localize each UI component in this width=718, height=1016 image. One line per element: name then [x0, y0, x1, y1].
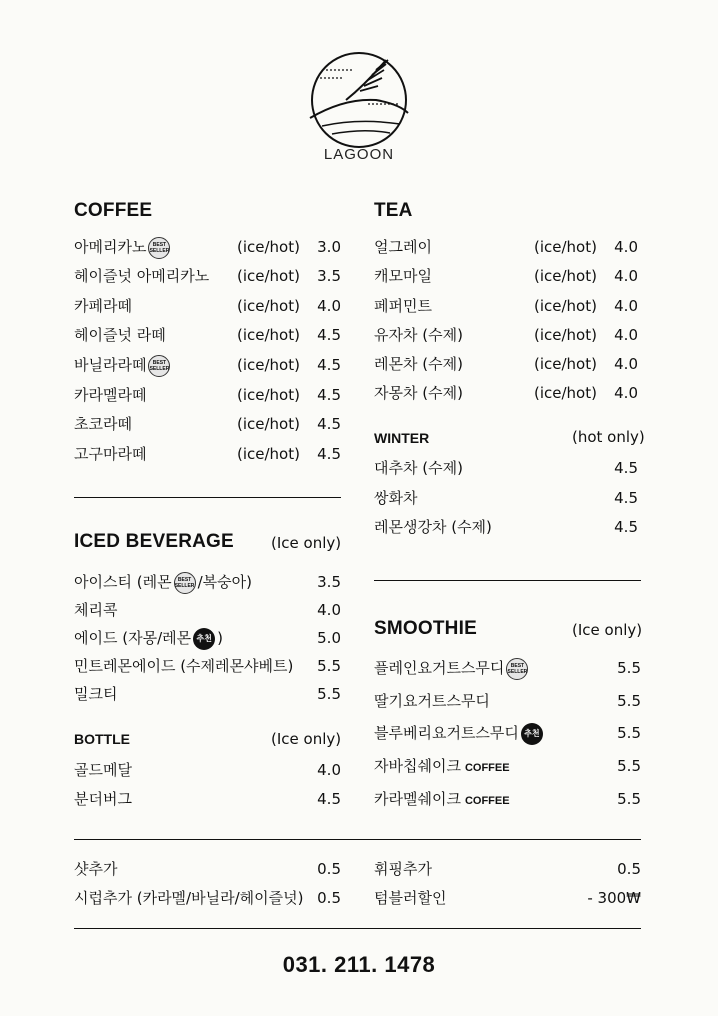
- extra-item: [374, 886, 641, 910]
- coffee-tag: COFFEE: [464, 762, 510, 774]
- item-price: 4.0: [614, 267, 638, 285]
- item-price: 5.5: [617, 790, 641, 808]
- item-name: 초코라떼: [74, 415, 132, 433]
- item-option: (ice/hot): [534, 326, 597, 344]
- divider: [74, 497, 341, 498]
- item-name: 카라멜라떼: [74, 386, 147, 404]
- item-name: 캐모마일: [374, 267, 432, 285]
- menu-item: [74, 383, 341, 407]
- item-price: - 300₩: [587, 889, 641, 907]
- item-price: 4.0: [614, 238, 638, 256]
- iced-beverage-note: (Ice only): [271, 534, 342, 552]
- divider: [74, 839, 641, 840]
- item-name: 딸기요거트스무디: [374, 692, 490, 710]
- item-price: 5.5: [617, 659, 641, 677]
- item-price: 5.0: [317, 629, 341, 647]
- menu-item: [374, 721, 641, 745]
- item-name: 분더버그: [74, 790, 132, 808]
- coffee-title: COFFEE: [74, 200, 153, 221]
- extra-item: [74, 886, 341, 910]
- item-name-suffix: /복숭아): [197, 573, 252, 591]
- item-option: (ice/hot): [237, 238, 300, 256]
- item-price: 4.5: [317, 356, 341, 374]
- badge-text: SELLER: [149, 247, 170, 254]
- bottle-note: (Ice only): [271, 730, 342, 748]
- menu-item: [74, 598, 341, 622]
- item-price: 3.0: [317, 238, 341, 256]
- menu-item: [374, 486, 638, 510]
- bottle-title: BOTTLE: [74, 731, 130, 747]
- brand-name: LAGOON: [323, 146, 395, 163]
- item-price: 5.5: [617, 692, 641, 710]
- menu-item: [74, 682, 341, 706]
- menu-item: [374, 689, 641, 713]
- item-name: 시럽추가 (카라멜/바닐라/헤이즐넛): [74, 889, 304, 907]
- item-name: 텀블러할인: [374, 889, 447, 907]
- item-name: 아메리카노: [74, 238, 147, 256]
- extra-item: [374, 857, 641, 881]
- item-option: (ice/hot): [237, 415, 300, 433]
- divider: [74, 928, 641, 929]
- item-price: 3.5: [317, 267, 341, 285]
- item-name: 민트레몬에이드 (수제레몬샤베트): [74, 657, 294, 675]
- lagoon-emblem-icon: [304, 48, 414, 148]
- item-option: (ice/hot): [534, 238, 597, 256]
- item-name: 유자차 (수제): [374, 326, 463, 344]
- item-name: 얼그레이: [374, 238, 432, 256]
- menu-item: [374, 381, 638, 405]
- extra-item: [74, 857, 341, 881]
- badge-text: BEST: [177, 576, 192, 583]
- menu-item: [374, 656, 641, 680]
- item-option: (ice/hot): [237, 297, 300, 315]
- item-option: (ice/hot): [237, 356, 300, 374]
- item-name: 바닐라라떼: [74, 356, 147, 374]
- item-price: 4.0: [317, 297, 341, 315]
- item-price: 4.0: [317, 601, 341, 619]
- menu-item: [74, 323, 341, 347]
- item-name: 밀크티: [74, 685, 118, 703]
- item-price: 5.5: [617, 724, 641, 742]
- item-price: 4.5: [614, 459, 638, 477]
- item-price: 5.5: [317, 657, 341, 675]
- recommend-badge-icon: 추천: [521, 723, 543, 745]
- menu-item: [374, 456, 638, 480]
- item-price: 4.5: [317, 790, 341, 808]
- menu-item: [374, 787, 641, 811]
- item-price: 4.5: [614, 518, 638, 536]
- lagoon-logo: [304, 48, 414, 173]
- menu-item: [374, 323, 638, 347]
- winter-title: WINTER: [374, 430, 430, 446]
- menu-item: [74, 264, 341, 288]
- item-price: 3.5: [317, 573, 341, 591]
- menu-item: [74, 570, 341, 594]
- item-price: 0.5: [317, 889, 341, 907]
- item-price: 5.5: [317, 685, 341, 703]
- badge-text: SELLER: [149, 365, 170, 372]
- item-price: 4.5: [317, 386, 341, 404]
- item-name: 휘핑추가: [374, 860, 432, 878]
- item-price: 4.0: [614, 297, 638, 315]
- item-name: 카라멜쉐이크: [374, 790, 461, 808]
- badge-text: BEST: [152, 241, 167, 248]
- item-option: (ice/hot): [237, 445, 300, 463]
- badge-text: SELLER: [174, 582, 195, 589]
- item-option: (ice/hot): [237, 267, 300, 285]
- item-name: 체리콕: [74, 601, 118, 619]
- item-name: 쌍화차: [374, 489, 418, 507]
- item-price: 4.5: [614, 489, 638, 507]
- best-seller-badge-icon: [148, 355, 170, 377]
- menu-item: [74, 442, 341, 466]
- best-seller-badge-icon: [148, 237, 170, 259]
- item-price: 0.5: [317, 860, 341, 878]
- item-name: 샷추가: [74, 860, 118, 878]
- menu-item: [374, 294, 638, 318]
- menu-item: [374, 352, 638, 376]
- item-name: 아이스티 (레몬: [74, 573, 172, 591]
- smoothie-title: SMOOTHIE: [374, 618, 477, 639]
- item-name: 골드메달: [74, 761, 132, 779]
- coffee-tag: COFFEE: [464, 795, 510, 807]
- menu-item: [74, 787, 341, 811]
- item-name-suffix: ): [217, 629, 223, 647]
- item-name: 자몽차 (수제): [374, 384, 463, 402]
- menu-item: [74, 654, 341, 678]
- badge-text: SELLER: [507, 668, 528, 675]
- item-price: 0.5: [617, 860, 641, 878]
- best-seller-badge-icon: [506, 658, 528, 680]
- item-name: 에이드 (자몽/레몬: [74, 629, 192, 647]
- winter-note: (hot only): [572, 428, 645, 446]
- menu-item: [74, 235, 341, 259]
- item-option: (ice/hot): [237, 326, 300, 344]
- item-price: 5.5: [617, 757, 641, 775]
- item-option: (ice/hot): [534, 384, 597, 402]
- tea-title: TEA: [374, 200, 413, 221]
- phone-number: 031. 211. 1478: [282, 952, 436, 977]
- menu-item: [374, 264, 638, 288]
- item-option: (ice/hot): [534, 355, 597, 373]
- menu-item: [374, 235, 638, 259]
- menu-item: [74, 412, 341, 436]
- menu-item: [74, 758, 341, 782]
- item-name: 블루베리요거트스무디: [374, 724, 519, 742]
- item-price: 4.5: [317, 326, 341, 344]
- iced-beverage-title: ICED BEVERAGE: [74, 531, 234, 552]
- divider: [374, 580, 641, 581]
- item-name: 헤이즐넛 아메리카노: [74, 267, 210, 285]
- item-name: 헤이즐넛 라떼: [74, 326, 166, 344]
- item-name: 카페라떼: [74, 297, 132, 315]
- item-name: 페퍼민트: [374, 297, 432, 315]
- menu-item: [374, 515, 638, 539]
- smoothie-note: (Ice only): [572, 621, 643, 639]
- menu-item: [74, 626, 341, 650]
- item-name: 레몬생강차 (수제): [374, 518, 492, 536]
- badge-text: BEST: [510, 662, 525, 669]
- item-option: (ice/hot): [534, 267, 597, 285]
- badge-text: BEST: [152, 359, 167, 366]
- item-option: (ice/hot): [534, 297, 597, 315]
- item-price: 4.0: [317, 761, 341, 779]
- menu-item: [374, 754, 641, 778]
- item-price: 4.0: [614, 355, 638, 373]
- menu-item: [74, 294, 341, 318]
- best-seller-badge-icon: [174, 572, 196, 594]
- item-option: (ice/hot): [237, 386, 300, 404]
- recommend-badge-icon: 추천: [193, 628, 215, 650]
- item-name: 레몬차 (수제): [374, 355, 463, 373]
- item-name: 고구마라떼: [74, 445, 147, 463]
- menu-item: [74, 353, 341, 377]
- item-price: 4.0: [614, 326, 638, 344]
- item-name: 자바칩쉐이크: [374, 757, 461, 775]
- item-name: 플레인요거트스무디: [374, 659, 505, 677]
- item-price: 4.0: [614, 384, 638, 402]
- item-price: 4.5: [317, 415, 341, 433]
- item-price: 4.5: [317, 445, 341, 463]
- item-name: 대추차 (수제): [374, 459, 463, 477]
